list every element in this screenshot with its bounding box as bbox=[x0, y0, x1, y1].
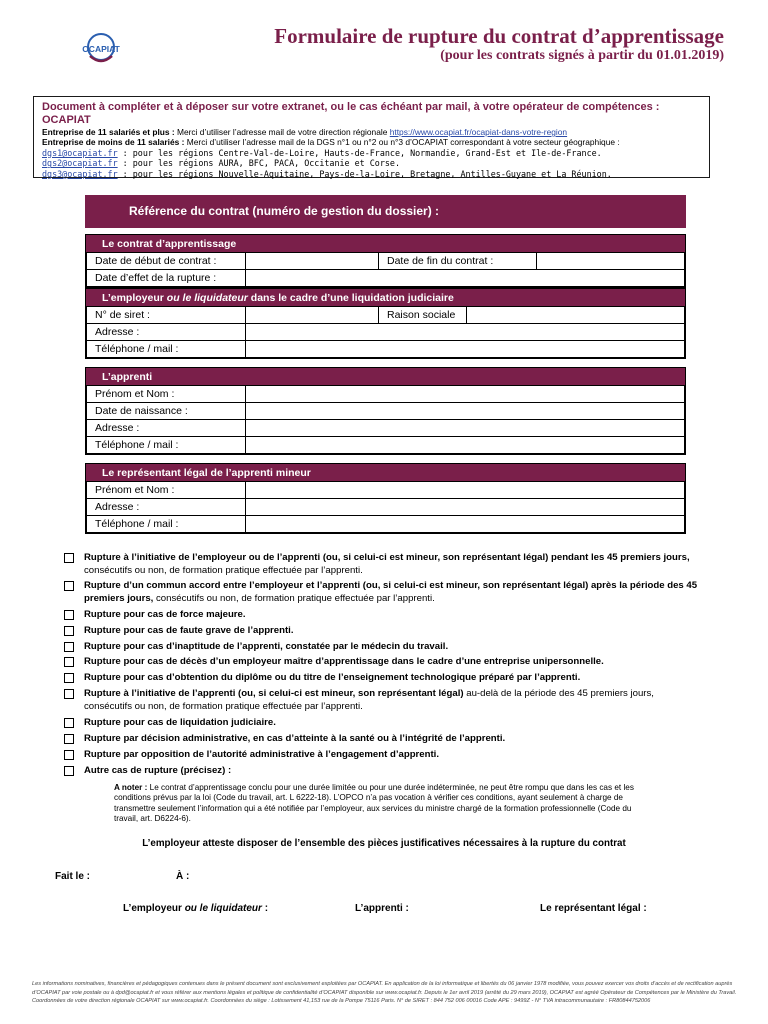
rupture-bold: Rupture pour cas de force majeure. bbox=[84, 609, 246, 620]
input-employeur-telephone[interactable] bbox=[246, 341, 685, 358]
dgs-line-1 bbox=[42, 148, 701, 158]
instructions-box bbox=[33, 96, 710, 178]
regional-link[interactable]: https://www.ocapiat.fr/ocapiat-dans-votre-region bbox=[389, 127, 568, 137]
label-raison-sociale: Raison sociale bbox=[379, 307, 467, 324]
section-contrat bbox=[85, 234, 686, 288]
section-contrat-header: Le contrat d’apprentissage bbox=[86, 235, 685, 252]
sig-employeur-b: ou le liquidateur bbox=[184, 903, 262, 914]
label-11-plus: Entreprise de 11 salariés et plus : bbox=[42, 127, 175, 137]
text-11-plus: Merci d’utiliser l’adresse mail de votre direction régionale bbox=[174, 127, 390, 137]
rupture-normal: consécutifs ou non, de formation pratique effectuée par l’apprenti. bbox=[84, 564, 363, 576]
employeur-header-b: ou le liquidateur bbox=[166, 292, 248, 304]
dgs-line-3 bbox=[42, 169, 701, 179]
dgs1-email-link[interactable]: dgs1@ocapiat.fr bbox=[42, 147, 118, 158]
input-date-effet[interactable] bbox=[246, 270, 685, 287]
rupture-bold: Rupture par décision administrative, en cas d’atteinte à la santé ou à l’intégrité de l’apprenti. bbox=[84, 733, 506, 744]
rupture-option-text bbox=[84, 656, 704, 669]
rupture-option-text bbox=[84, 688, 704, 713]
text-less-11: Merci d’utiliser l’adresse mail de la DGS n°1 ou n°2 ou n°3 d’OCAPIAT correspondant à votre secteur géographique : bbox=[184, 137, 620, 148]
checkbox[interactable] bbox=[64, 581, 74, 591]
rupture-option-text bbox=[84, 672, 704, 685]
legal-footer: Les informations nominatives, financières et pédagogiques contenues dans le présent document sont exclusivement exploitées par OCAPIAT. En application de la loi informatique et libertés du 06 janvier 1978 modifiée, vous pouvez exercer vos droits d’accès et de rectification auprès d’OCAPIAT par voie postale ou à dpd@ocapiat.fr et vous référer aux mentions légales et politique de confidentialité d’OCAPIAT disponible sur www.ocapiat.fr. Depuis le 1er avril 2019 (arrêté du 29 mars 2019), OCAPIAT est agréé Opérateur de Compétences par le Ministère du Travail. Coordonnées de votre direction régionale OCAPIAT sur www.ocapiat.fr. Coordonnées du siège : Lotissement 41,153 rue de la Pompe 75116 Paris. N° de SIRET : 844 752 006 00016 Code APE : 9499Z - N° TVA intracommunautaire : FR80844752006 bbox=[32, 981, 737, 1005]
dgs3-email-link[interactable]: dgs3@ocapiat.fr bbox=[42, 168, 118, 179]
rupture-option-text bbox=[84, 749, 704, 762]
ocapiat-logo-icon bbox=[72, 30, 130, 74]
checkbox[interactable] bbox=[64, 673, 74, 683]
input-date-fin[interactable] bbox=[537, 253, 685, 270]
rupture-option-text bbox=[84, 733, 704, 746]
label-employeur-adresse: Adresse : bbox=[87, 324, 246, 341]
input-raison-sociale[interactable] bbox=[467, 307, 685, 324]
checkbox[interactable] bbox=[64, 553, 74, 563]
dgs2-regions: : pour les régions AURA, BFC, PACA, Occitanie et Corse. bbox=[117, 158, 401, 169]
rupture-bold: Rupture à l’initiative de l’apprenti (ou, si celui-ci est mineur, son représentant légal) bbox=[84, 688, 464, 699]
rupture-option-text bbox=[84, 717, 704, 730]
rupture-bold: Rupture pour cas d’obtention du diplôme ou du titre de l’enseignement technologique préparé par l’apprenti. bbox=[84, 672, 581, 683]
label-date-naissance: Date de naissance : bbox=[87, 403, 246, 420]
input-employeur-adresse[interactable] bbox=[246, 324, 685, 341]
rupture-bold: Rupture pour cas d’inaptitude de l’apprenti, constatée par le médecin du travail. bbox=[84, 641, 449, 652]
checkbox[interactable] bbox=[64, 766, 74, 776]
page-subtitle: (pour les contrats signés à partir du 01.01.2019) bbox=[440, 48, 724, 63]
reference-label: Référence du contrat (numéro de gestion du dossier) : bbox=[129, 204, 440, 218]
dgs1-regions: : pour les régions Centre-Val-de-Loire, Hauts-de-France, Normandie, Grand-Est et Ile-de-France. bbox=[117, 147, 602, 158]
contrat-table bbox=[86, 252, 685, 287]
input-apprenti-adresse[interactable] bbox=[246, 420, 685, 437]
reference-contrat-field[interactable] bbox=[85, 195, 686, 228]
label-date-fin: Date de fin du contrat : bbox=[379, 253, 537, 270]
employeur-header-c: dans le cadre d’une liquidation judiciaire bbox=[247, 292, 454, 304]
checkbox[interactable] bbox=[64, 689, 74, 699]
signature-representant-label: Le représentant légal : bbox=[540, 903, 647, 914]
employeur-table bbox=[86, 306, 685, 358]
note-text bbox=[114, 783, 654, 824]
rupture-bold: Rupture à l’initiative de l’employeur ou de l’apprenti (ou, si celui-ci est mineur, son représentant légal) pendant les 45 premiers jours, bbox=[84, 552, 690, 563]
employeur-header-a: L’employeur bbox=[102, 292, 167, 304]
note-label: A noter : bbox=[114, 783, 148, 792]
label-apprenti-nom: Prénom et Nom : bbox=[87, 386, 246, 403]
checkbox[interactable] bbox=[64, 750, 74, 760]
rupture-option-text bbox=[84, 641, 704, 654]
input-representant-adresse[interactable] bbox=[246, 499, 685, 516]
input-apprenti-telephone[interactable] bbox=[246, 437, 685, 454]
rupture-normal: consécutifs ou non, de formation pratique effectuée par l’apprenti. bbox=[153, 592, 435, 604]
label-representant-telephone: Téléphone / mail : bbox=[87, 516, 246, 533]
rupture-bold: Rupture pour cas de faute grave de l’apprenti. bbox=[84, 625, 294, 636]
label-apprenti-adresse: Adresse : bbox=[87, 420, 246, 437]
rupture-option-text bbox=[84, 580, 704, 605]
section-representant bbox=[85, 463, 686, 534]
section-employeur bbox=[85, 288, 686, 359]
checkbox[interactable] bbox=[64, 657, 74, 667]
input-representant-telephone[interactable] bbox=[246, 516, 685, 533]
sig-employeur-a: L’employeur bbox=[123, 903, 185, 914]
label-less-11: Entreprise de moins de 11 salariés : bbox=[42, 137, 185, 148]
label-representant-adresse: Adresse : bbox=[87, 499, 246, 516]
label-apprenti-telephone: Téléphone / mail : bbox=[87, 437, 246, 454]
attestation-text: L’employeur atteste disposer de l’ensemble des pièces justificatives nécessaires à la rupture du contrat bbox=[142, 838, 626, 849]
ocapiat-logo bbox=[72, 30, 130, 74]
signature-employeur-label bbox=[123, 903, 268, 914]
checkbox[interactable] bbox=[64, 610, 74, 620]
dgs3-regions: : pour les régions Nouvelle-Aquitaine, Pays-de-la-Loire, Bretagne, Antilles-Guyane et La Réunion. bbox=[117, 168, 612, 179]
checkbox[interactable] bbox=[64, 642, 74, 652]
checkbox[interactable] bbox=[64, 734, 74, 744]
input-date-debut[interactable] bbox=[246, 253, 379, 270]
rupture-bold: Rupture d’un commun accord entre l’employeur et l’apprenti (ou, si celui-ci est mineur, son représentant légal) après la période des 45 premiers jours, bbox=[84, 580, 698, 604]
input-apprenti-nom[interactable] bbox=[246, 386, 685, 403]
dgs-line-2 bbox=[42, 158, 701, 168]
checkbox[interactable] bbox=[64, 718, 74, 728]
rupture-bold: Rupture pour cas de décès d’un employeur maître d’apprentissage dans le cadre d’une entreprise unipersonnelle. bbox=[84, 656, 604, 667]
section-representant-header: Le représentant légal de l’apprenti mineur bbox=[86, 464, 685, 481]
section-employeur-header bbox=[86, 289, 685, 306]
page-title: Formulaire de rupture du contrat d’apprentissage bbox=[274, 24, 724, 48]
label-date-debut: Date de début de contrat : bbox=[87, 253, 246, 270]
apprenti-table bbox=[86, 385, 685, 454]
input-date-naissance[interactable] bbox=[246, 403, 685, 420]
fait-le-label: Fait le : bbox=[55, 871, 91, 882]
rupture-bold: Rupture par opposition de l’autorité administrative à l’engagement d’apprenti. bbox=[84, 749, 440, 760]
label-siret: N° de siret : bbox=[87, 307, 246, 324]
rupture-bold: Autre cas de rupture (précisez) : bbox=[84, 765, 232, 776]
rupture-option-text bbox=[84, 609, 704, 622]
logo-text: OCAPIAT bbox=[82, 44, 120, 54]
label-employeur-telephone: Téléphone / mail : bbox=[87, 341, 246, 358]
instructions-heading: Document à compléter et à déposer sur votre extranet, ou le cas échéant par mail, à votre opérateur de compétences : OCAPIAT bbox=[42, 101, 660, 126]
label-representant-nom: Prénom et Nom : bbox=[87, 482, 246, 499]
rupture-option-text bbox=[84, 625, 704, 638]
rupture-bold: Rupture pour cas de liquidation judiciaire. bbox=[84, 717, 276, 728]
section-apprenti-header: L’apprenti bbox=[86, 368, 685, 385]
note-body: Le contrat d’apprentissage conclu pour une durée limitée ou pour une durée indéterminée, ne peut être rompu que dans les cas et les conditions prévus par la loi (Code du travail, art. L 6222-18). L’OPCO n’a pas vocation à vérifier ces conditions, ayant seulement à charge de transmettre seulement l’information qui a été notifiée par l’employeur, aux services du ministre chargé de la formation professionnelle (Code du travail, art. D6224-6). bbox=[114, 783, 634, 823]
instructions-line-less-11 bbox=[42, 137, 701, 147]
input-representant-nom[interactable] bbox=[246, 482, 685, 499]
lieu-label: À : bbox=[176, 871, 190, 882]
rupture-option-text bbox=[84, 765, 704, 778]
label-date-effet: Date d’effet de la rupture : bbox=[87, 270, 246, 287]
representant-table bbox=[86, 481, 685, 533]
signature-apprenti-label: L’apprenti : bbox=[355, 903, 409, 914]
instructions-line-11-plus bbox=[42, 127, 701, 137]
rupture-normal: au-delà de la période des 45 premiers jours, consécutifs ou non, de formation pratique effectuée par l’apprenti. bbox=[84, 688, 654, 712]
rupture-option-text bbox=[84, 552, 704, 577]
dgs2-email-link[interactable]: dgs2@ocapiat.fr bbox=[42, 158, 118, 169]
section-apprenti bbox=[85, 367, 686, 455]
sig-employeur-c: : bbox=[261, 903, 269, 914]
checkbox[interactable] bbox=[64, 626, 74, 636]
input-siret[interactable] bbox=[246, 307, 379, 324]
